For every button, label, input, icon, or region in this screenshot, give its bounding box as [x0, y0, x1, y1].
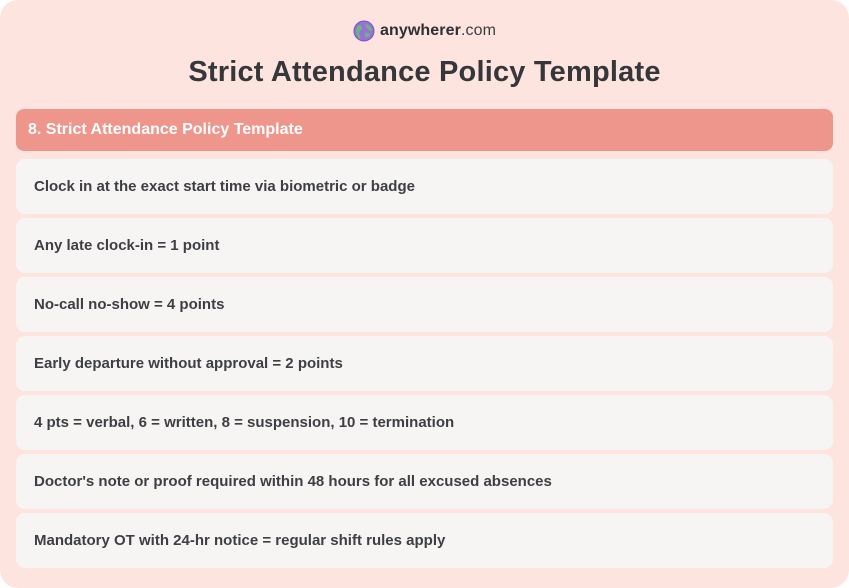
- policy-list: [16, 159, 833, 572]
- section-header: 8. Strict Attendance Policy Template: [16, 109, 833, 151]
- list-item: No-call no-show = 4 points: [16, 277, 833, 332]
- brand-name: anywherer: [379, 22, 461, 39]
- list-item: 4 pts = verbal, 6 = written, 8 = suspension, 10 = termination: [16, 395, 833, 450]
- brand-wordmark: [380, 22, 496, 40]
- list-item: Early departure without approval = 2 points: [16, 336, 833, 391]
- globe-logo-icon: [353, 20, 375, 42]
- list-item: Mandatory OT with 24-hr notice = regular shift rules apply: [16, 513, 833, 568]
- list-item: Doctor's note or proof required within 48 hours for all excused absences: [16, 454, 833, 509]
- page-title: Strict Attendance Policy Template: [188, 56, 661, 88]
- list-item: Clock in at the exact start time via biometric or badge: [16, 159, 833, 214]
- list-item: Any late clock-in = 1 point: [16, 218, 833, 273]
- brand-tld: .com: [460, 22, 497, 39]
- brand-logo[interactable]: [0, 19, 849, 43]
